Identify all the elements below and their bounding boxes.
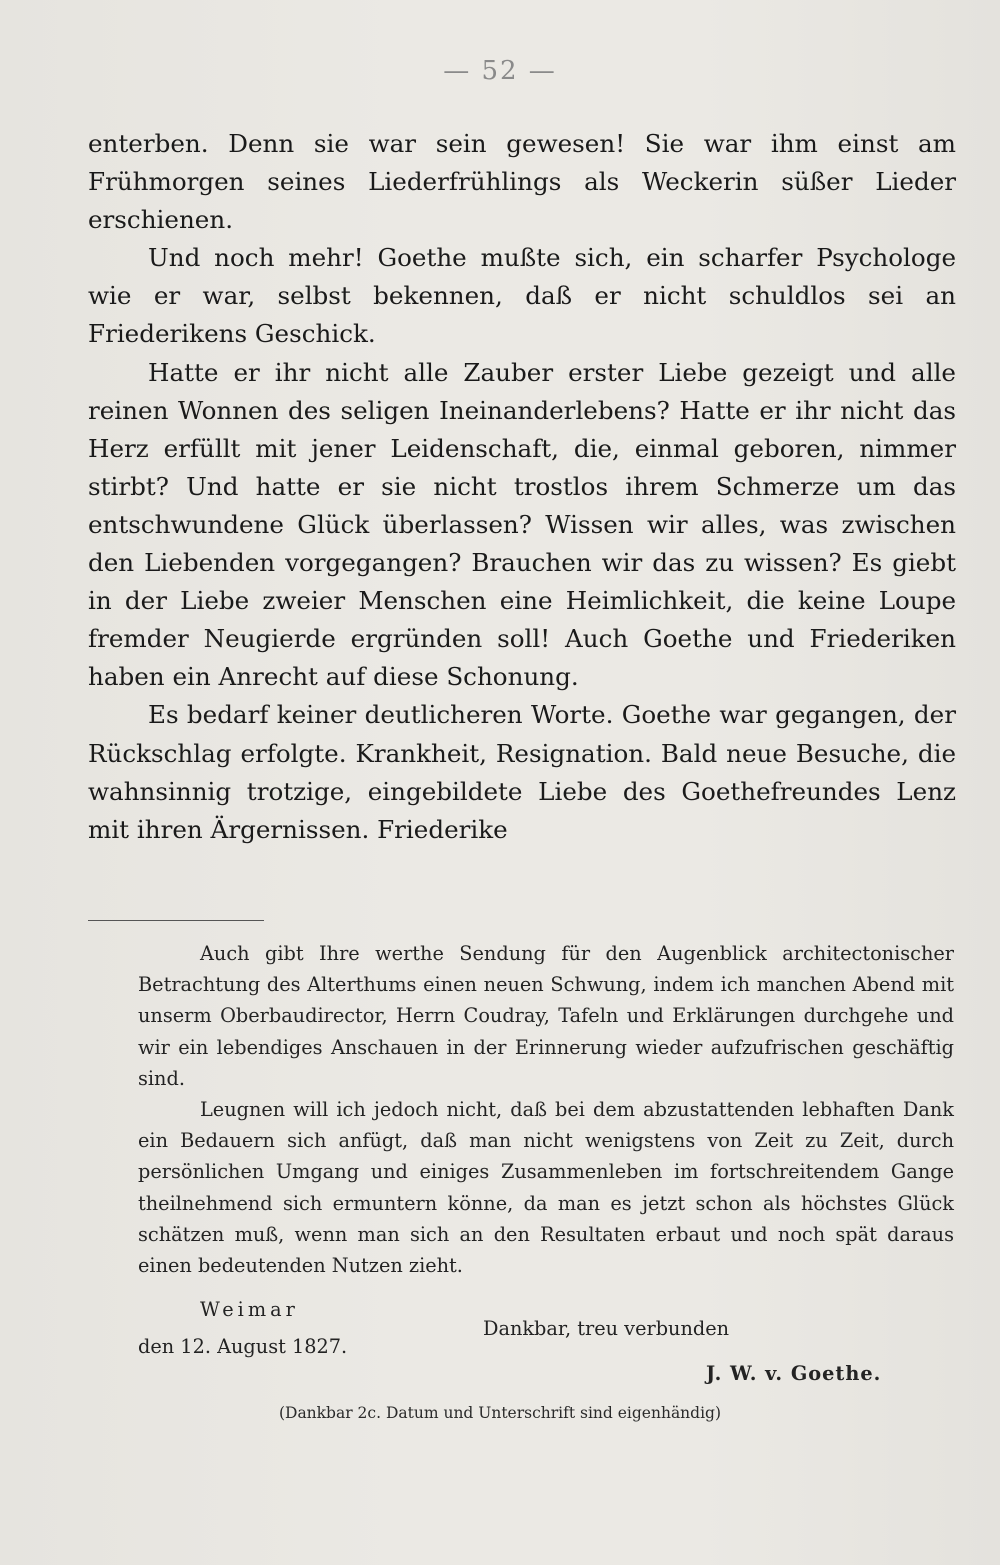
signature-closing: Dankbar, treu verbunden: [483, 1317, 730, 1340]
footnote-paragraph: Auch gibt Ihre werthe Sendung für den Augenblick architectonischer Betrachtung des Alterthums einen neuen Schwung, indem ich manchen Abend mit unserm Oberbaudirector, Herrn Coudray, Tafeln und Erklärungen durchgehe und wir ein lebendiges Anschauen in der Erinnerung wieder aufzufrischen geschäftig sind.: [138, 942, 954, 1090]
body-paragraph: Hatte er ihr nicht alle Zauber erster Liebe gezeigt und alle reinen Wonnen des seligen Ineinanderlebens? Hatte er ihr nicht das Herz erfüllt mit jener Leidenschaft, die, einmal geboren, nimmer stirbt? Und hatte er sie nicht trostlos ihrem Schmerze um das entschwundene Glück überlassen? Wissen wir alles, was zwischen den Liebenden vorgegangen? Brauchen wir das zu wissen? Es giebt in der Liebe zweier Menschen eine Heimlichkeit, die keine Loupe fremder Neugierde ergründen soll! Auch Goethe und Friederiken haben ein Anrecht auf diese Schonung.: [88, 357, 956, 692]
footnote-divider: [88, 920, 264, 921]
signature-date: den 12. August 1827.: [138, 1335, 348, 1358]
body-paragraph: Es bedarf keiner deutlicheren Worte. Goethe war gegangen, der Rückschlag erfolgte. Krankheit, Resignation. Bald neue Besuche, die wahnsinnig trotzige, eingebildete Liebe des Goethefreundes Lenz mit ihren Ärgernissen. Friederike: [88, 700, 956, 844]
footnote-letter: [138, 938, 954, 1281]
signature-name: J. W. v. Goethe.: [706, 1362, 882, 1385]
body-paragraph: Und noch mehr! Goethe mußte sich, ein scharfer Psychologe wie er war, selbst bekennen, daß er nicht schuldlos sei an Friederikens Geschick.: [88, 243, 956, 349]
signature-block: [138, 1290, 954, 1410]
signature-place: Weimar: [200, 1298, 299, 1321]
body-paragraph: enterben. Denn sie war sein gewesen! Sie war ihm einst am Frühmorgen seines Liederfrühlings als Weckerin süßer Lieder erschienen.: [88, 129, 956, 235]
body-text: [88, 125, 956, 849]
page-number: — 52 —: [443, 56, 557, 86]
autograph-note: (Dankbar 2c. Datum und Unterschrift sind eigenhändig): [278, 1404, 722, 1422]
footnote-paragraph: Leugnen will ich jedoch nicht, daß bei dem abzustattenden lebhaften Dank ein Bedauern sich anfügt, daß man nicht wenigstens von Zeit zu Zeit, durch persönlichen Umgang und einiges Zusammenleben im fortschreitendem Gange theilnehmend sich ermuntern könne, da man es jetzt schon als höchstes Glück schätzen muß, wenn man sich an den Resultaten erbaut und noch spät daraus einen bedeutenden Nutzen zieht.: [138, 1098, 954, 1278]
